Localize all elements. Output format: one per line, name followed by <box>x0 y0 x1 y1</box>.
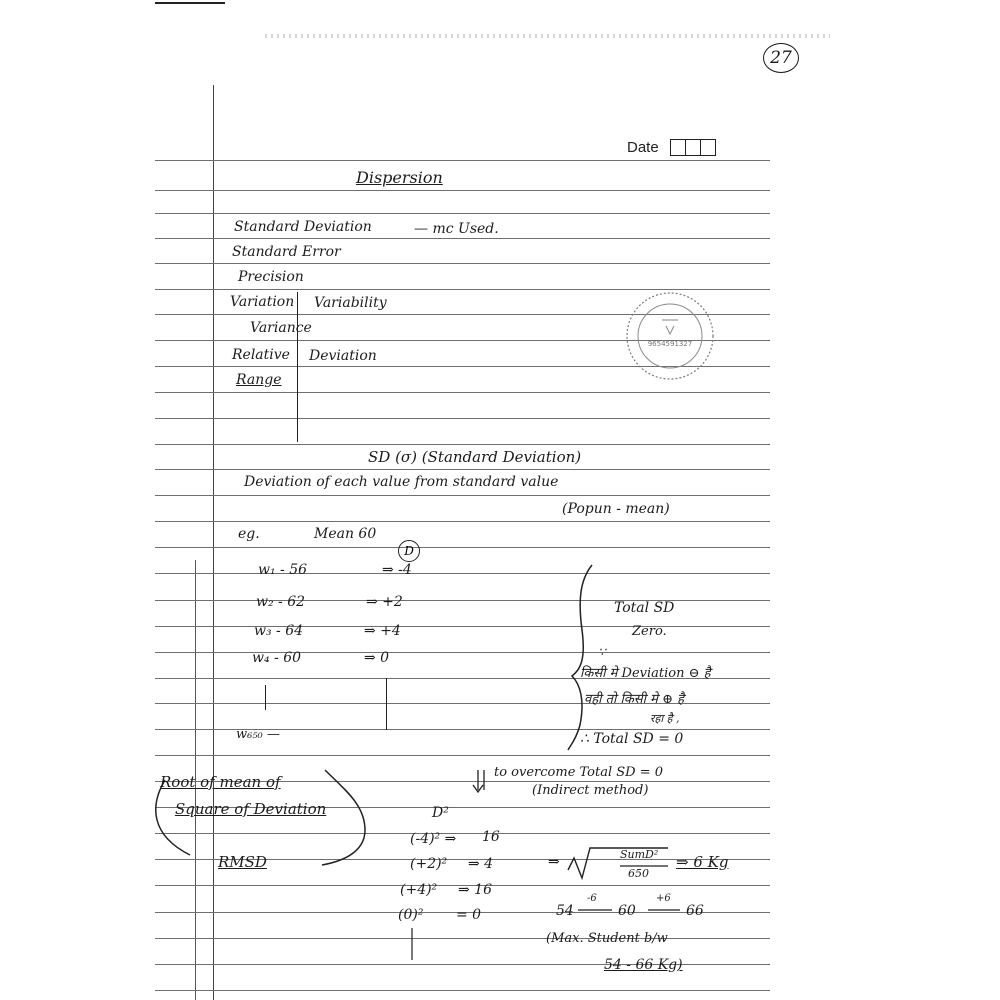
term-mc-used: — mc Used. <box>414 221 499 237</box>
formula-numerator: SumD² <box>620 848 659 861</box>
curly-brace-right <box>568 565 592 750</box>
page-number: 27 <box>763 43 799 73</box>
stamp-number: 9654591327 <box>647 340 693 348</box>
range-minus: -6 <box>587 893 597 904</box>
term-relative: Relative <box>232 347 290 363</box>
term-standard-deviation: Standard Deviation <box>234 219 372 235</box>
formula-denominator: 650 <box>628 867 649 880</box>
rmsd-indirect: (Indirect method) <box>532 783 649 798</box>
brace-hindi-2: वही तो किसी मे ⊕ है <box>584 692 685 707</box>
sd-row-3-w: w₃ - 64 <box>254 623 304 639</box>
square-3-lhs: (+4)² <box>400 882 438 898</box>
rmsd-abbrev: RMSD <box>218 853 267 871</box>
sd-row-4-w: w₄ - 60 <box>252 650 302 666</box>
term-precision: Precision <box>238 269 304 285</box>
square-2-rhs: ⇒ 4 <box>468 856 494 872</box>
sd-row-2-w: w₂ - 62 <box>256 594 306 610</box>
down-arrow-icon <box>473 770 484 792</box>
rmsd-overcome: to overcome Total SD = 0 <box>494 765 664 780</box>
square-3-rhs: ⇒ 16 <box>458 882 492 898</box>
brace-hindi-3: रहा है , <box>650 712 680 725</box>
term-variance: Variance <box>250 320 312 336</box>
sd-row-3-d: ⇒ +4 <box>364 623 401 639</box>
rmsd-root-line-2: Square of Deviation <box>175 800 327 818</box>
square-1-lhs: (-4)² ⇒ <box>410 831 457 847</box>
brace-hindi-1: किसी मे Deviation ⊖ है <box>580 666 711 681</box>
max-note-line-1: (Max. Student b/w <box>546 931 668 946</box>
range-plus: +6 <box>656 893 671 904</box>
rmsd-root-line-1: Root of mean of <box>160 773 281 791</box>
brace-because: ∵ <box>598 645 606 659</box>
heading-dispersion: Dispersion <box>356 168 443 187</box>
brace-zero: Zero. <box>632 624 667 639</box>
sd-w-last: w₆₅₀ — <box>236 727 280 742</box>
square-2-lhs: (+2)² <box>410 856 448 872</box>
square-4-lhs: (0)² <box>398 907 424 923</box>
sd-note: (Popun - mean) <box>562 501 670 517</box>
term-variation: Variation <box>230 294 295 310</box>
sd-row-2-d: ⇒ +2 <box>366 594 403 610</box>
formula-result: ⇒ 6 Kg <box>676 853 729 871</box>
max-note-line-2: 54 - 66 Kg) <box>604 957 683 973</box>
sd-mean-label: Mean 60 <box>314 526 377 542</box>
sd-d-label: D <box>404 544 414 558</box>
brace-total-sd: Total SD <box>614 600 675 616</box>
square-4-rhs: = 0 <box>456 907 482 923</box>
range-mean: 60 <box>618 903 636 919</box>
range-low: 54 <box>556 903 574 919</box>
term-variability: Variability <box>314 295 387 311</box>
formula-prefix: ⇒ <box>548 854 560 870</box>
rmsd-d2-label: D² <box>432 805 449 821</box>
term-range: Range <box>236 372 282 388</box>
sd-row-4-d: ⇒ 0 <box>364 650 390 666</box>
term-deviation: Deviation <box>309 348 377 364</box>
range-high: 66 <box>686 903 704 919</box>
rmsd-bracket <box>322 770 365 865</box>
sd-title: SD (σ) (Standard Deviation) <box>368 448 582 466</box>
sd-row-1-w: w₁ - 56 <box>258 562 308 578</box>
brace-conclusion: ∴ Total SD = 0 <box>580 731 684 747</box>
sd-definition: Deviation of each value from standard value <box>244 474 559 490</box>
square-1-rhs: 16 <box>482 829 500 845</box>
sd-example-label: eg. <box>238 526 260 542</box>
term-standard-error: Standard Error <box>232 244 341 260</box>
date-label: Date <box>627 139 659 156</box>
sd-row-1-d: ⇒ -4 <box>382 562 412 578</box>
